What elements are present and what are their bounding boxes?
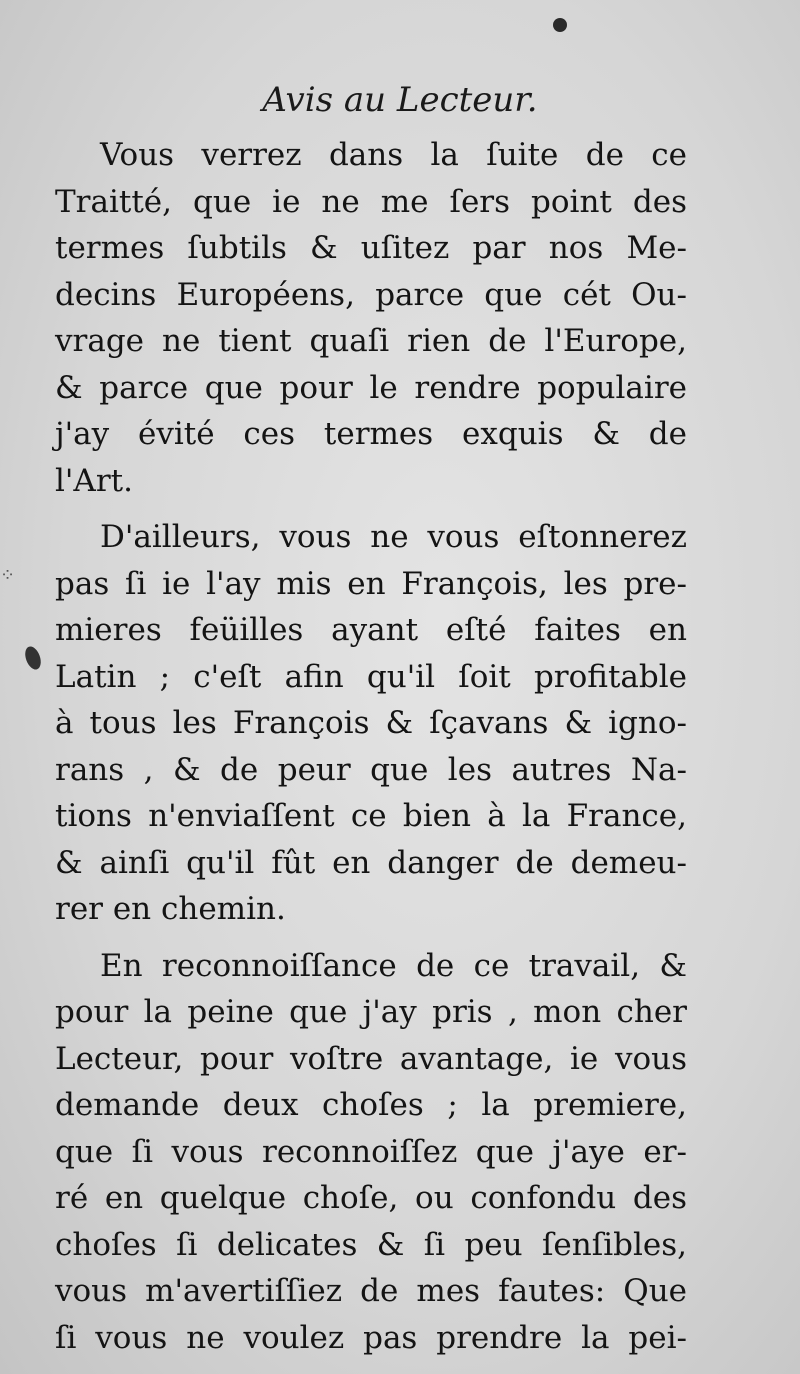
text-line: rans , & de peur que les autres Na- [55,751,687,788]
margin-mark: ⁘ [0,565,16,586]
text-line: vrage ne tient quaſi rien de l'Europe, [55,323,687,359]
text-line: pour la peine que j'ay pris , mon cher [55,994,687,1030]
running-head: Avis au Lecteur. [262,80,538,120]
text-line: l'Art. [55,462,133,499]
body-text [55,132,687,1361]
text-line: mieres feüilles ayant eſté faites en [55,612,687,648]
text-line: decins Européens, parce que cét Ou- [55,276,687,313]
ink-spot [553,18,567,32]
text-line: que ſi vous reconnoiſſez que j'aye er- [55,1133,687,1170]
text-line: vous m'avertiſſiez de mes fautes: Que [55,1273,687,1309]
text-line: D'ailleurs, vous ne vous eſtonnerez [100,519,687,555]
text-line: Vous verrez dans la ſuite de ce [100,137,687,173]
text-line: j'ay évité ces termes exquis & de [55,416,687,452]
text-line: Latin ; c'eſt afin qu'il ſoit profitable [55,658,687,695]
text-line: tions n'enviaſſent ce bien à la France, [55,798,687,834]
text-line: pas ſi ie l'ay mis en François, les pre- [55,565,687,602]
text-line: ſi vous ne voulez pas prendre la pei- [55,1319,687,1356]
text-line: & parce que pour le rendre populaire [55,369,687,406]
text-line: à tous les François & ſçavans & igno- [55,705,687,741]
text-line: demande deux choſes ; la premiere, [55,1087,687,1123]
text-line: ré en quelque choſe, ou confondu des [55,1180,687,1216]
text-line: Traitté, que ie ne me ſers point des [55,183,687,220]
text-line: choſes ſi delicates & ſi peu ſenſibles, [55,1226,687,1263]
text-line: En reconnoiſſance de ce travail, & [100,947,687,984]
text-line: Lecteur, pour voſtre avantage, ie vous [55,1040,687,1077]
text-line: rer en chemin. [55,891,286,927]
text-line: & ainſi qu'il fût en danger de demeu- [55,844,687,881]
ink-blot [22,644,43,671]
text-line: termes ſubtils & uſitez par nos Me- [55,230,687,266]
